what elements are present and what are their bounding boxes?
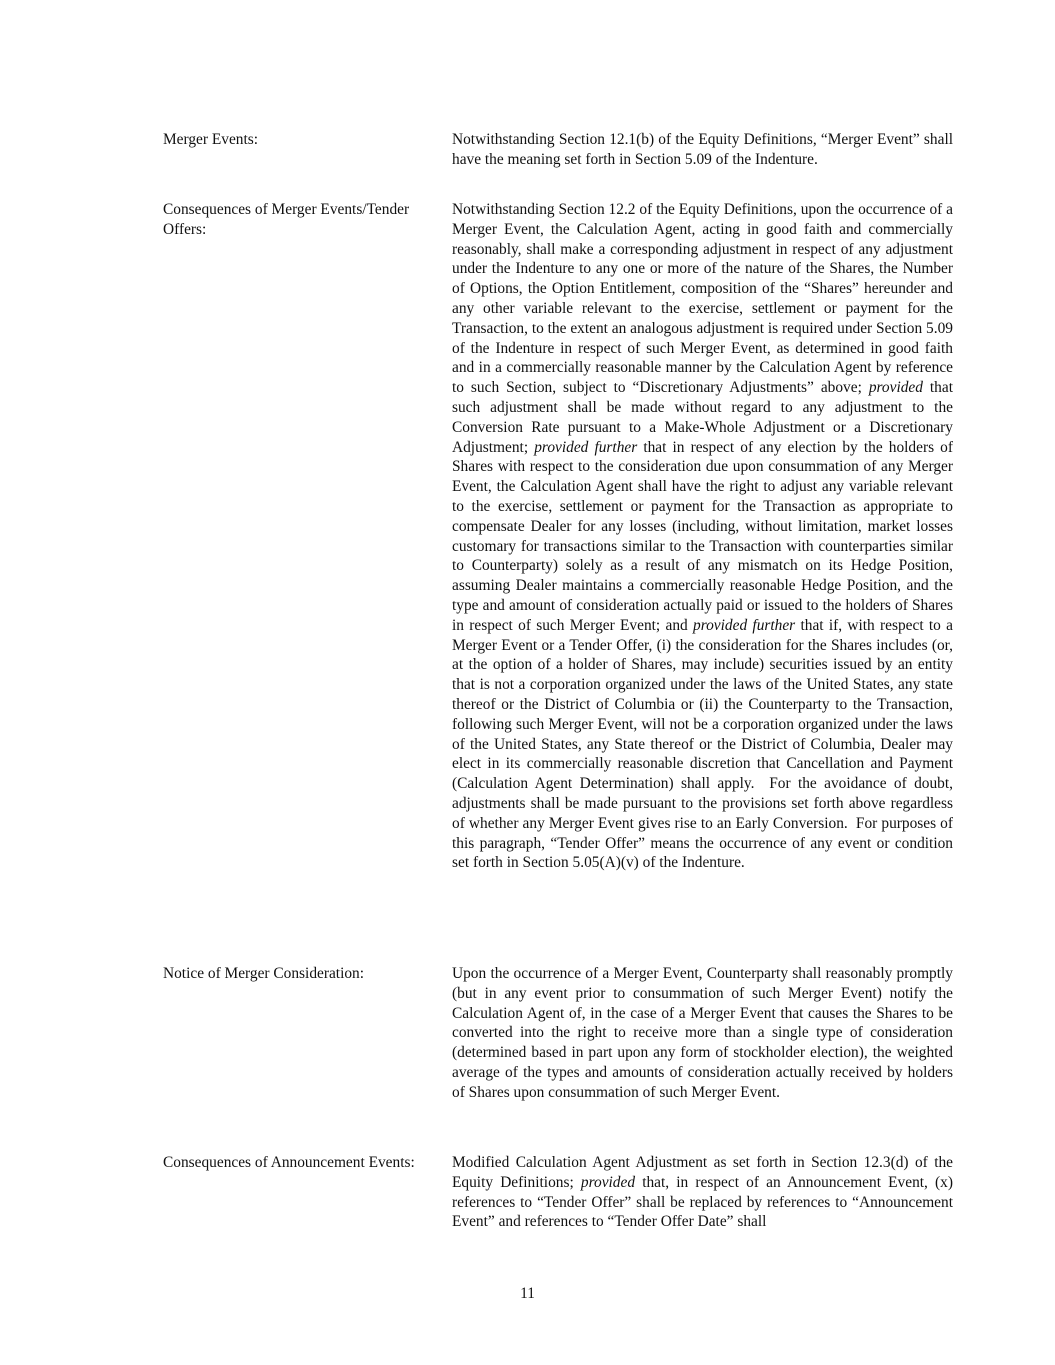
term-label: Consequences of Merger Events/Tender Offers: — [163, 201, 410, 238]
page-number: 11 — [520, 1285, 535, 1302]
definition-text: that in respect of any election by the holders of Shares with respect to the consideration due upon consummation of any Merger Event, the Calculation Agent shall have the right to adjust any variable relevant to the exercise, settlement or payment for the Transaction as appropriate to compensate Dealer for any losses (including, without limitation, market losses customary for transactions similar to the Transaction with counterparties similar to Counterparty) solely as a result of any mismatch on its Hedge Position, assuming Dealer maintains a commercially reasonable Hedge Position, and the type and amount of consideration actually paid or issued to the holders of Shares in respect of such Merger Event; and — [452, 438, 953, 634]
term-definition — [452, 1153, 953, 1232]
term-definition — [452, 200, 953, 873]
definition-text: Notwithstanding Section 12.2 of the Equity Definitions, upon the occurrence of a Merger Event, the Calculation Agent, acting in good faith and commercially reasonably, shall make a corresponding adjustment in respect of any adjustment under the Indenture to any one or more of the nature of the Shares, the Number of Options, the Option Entitlement, composition of the “Shares” hereunder and any other variable relevant to the exercise, settlement or payment for the Transaction, to the extent an analogous adjustment is required under Section 5.09 of the Indenture in respect of such Merger Event, as determined in good faith and in a commercially reasonable manner by the Calculation Agent by reference to such Section, subject to “Discretionary Adjustments” above; — [452, 201, 953, 397]
definition-italic-text: provided — [868, 379, 923, 397]
definition-text: that if, with respect to a Merger Event or a Tender Offer, (i) the consideration for the Shares includes (or, at the option of a holder of Shares, may include) securities issued by an entity that is not a corporation organized under the laws of the United States, any state thereof or the District of Columbia or (ii) the Counterparty to the Transaction, following such Merger Event, will not be a corporation organized under the laws of the United States, any State thereof or the District of Columbia, Dealer may elect in its commercially reasonable discretion that Cancellation and Payment (Calculation Agent Determination) shall apply. For the avoidance of doubt, adjustments shall be made pursuant to the provisions set forth above regardless of whether any Merger Event gives rise to an Early Conversion. For purposes of this paragraph, “Tender Offer” means the occurrence of any event or condition set forth in Section 5.05(A)(v) of the Indenture. — [452, 616, 953, 872]
definition-text: that, in respect of an Announcement Event, (x) references to “Tender Offer” shall be replaced by references to “Announcement Event” and references to “Tender Offer Date” shall — [452, 1173, 953, 1231]
term-definition — [452, 130, 953, 170]
term-definition — [452, 964, 953, 1103]
term-label: Notice of Merger Consideration: — [163, 965, 365, 982]
term-label: Merger Events: — [163, 131, 259, 148]
definition-text: Upon the occurrence of a Merger Event, Counterparty shall reasonably promptly (but in any event prior to consummation of such Merger Event) notify the Calculation Agent of, in the case of a Merger Event that causes the Shares to be converted into the right to receive more than a single type of consideration (determined based in part upon any form of stockholder election), the weighted average of the types and amounts of consideration actually received by holders of Shares upon consummation of such Merger Event. — [452, 965, 953, 1101]
definition-italic-text: provided — [580, 1173, 636, 1191]
definition-italic-text: provided further — [534, 438, 638, 456]
term-label: Consequences of Announcement Events: — [163, 1154, 415, 1171]
definition-italic-text: provided further — [693, 616, 796, 634]
definition-text: Modified Calculation Agent Adjustment as set forth in Section 12.3(d) of the Equity Definitions; — [452, 1154, 953, 1191]
definition-text: that such adjustment shall be made without regard to any adjustment to the Conversion Rate pursuant to a Make-Whole Adjustment or a Discretionary Adjustment; — [452, 379, 953, 456]
definition-text: Notwithstanding Section 12.1(b) of the Equity Definitions, “Merger Event” shall have the meaning set forth in Section 5.09 of the Indenture. — [452, 131, 953, 168]
